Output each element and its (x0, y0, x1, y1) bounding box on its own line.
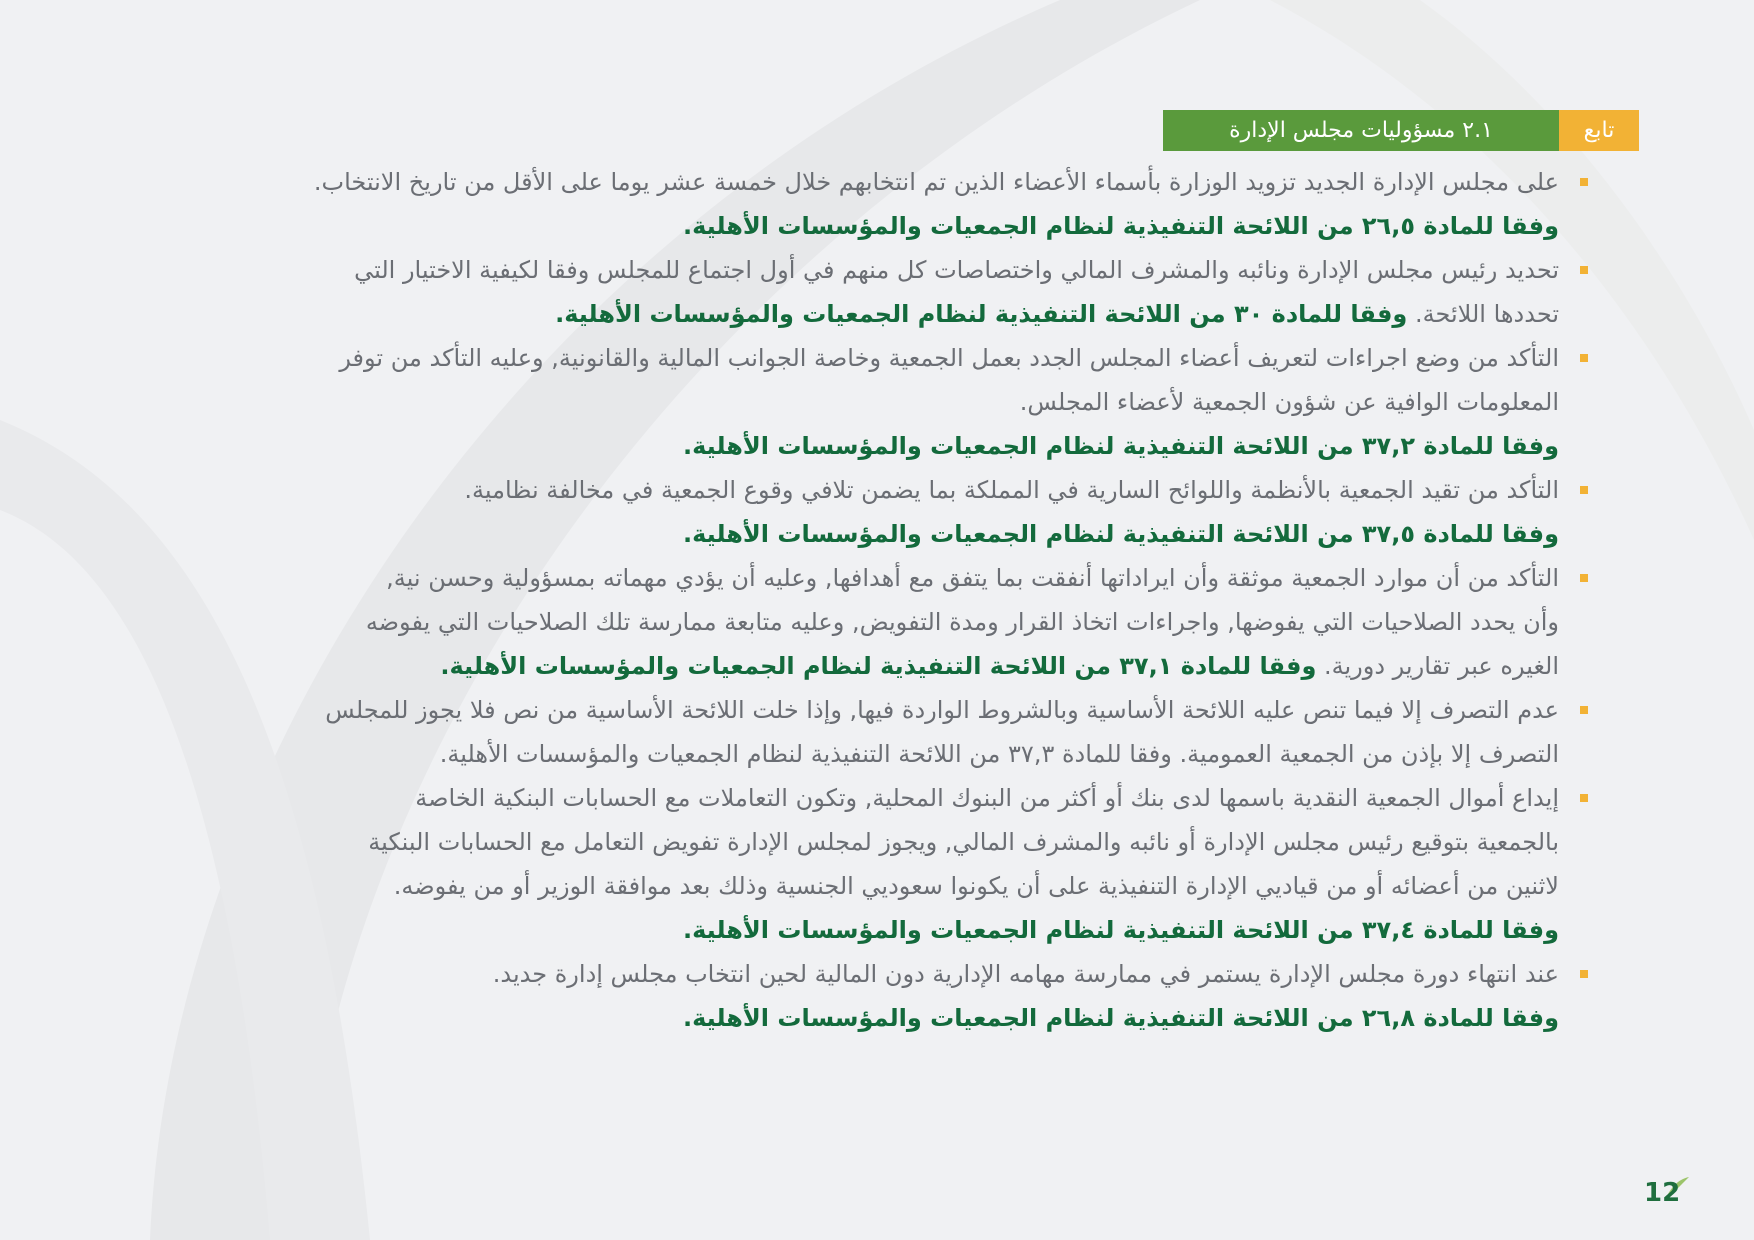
item-line: عدم التصرف إلا فيما تنص عليه اللائحة الأساسية وبالشروط الواردة فيها, وإذا خلت اللائحة الأساسية من نص فلا يجوز للمجلس (325, 696, 1559, 724)
list-item (155, 776, 1595, 952)
item-line: تحديد رئيس مجلس الإدارة ونائبه والمشرف المالي واختصاصات كل منهم في أول اجتماع للمجلس وفقا لكيفية الاختيار التي (354, 256, 1559, 284)
item-line: التصرف إلا بإذن من الجمعية العمومية. وفقا للمادة ٣٧,٣ من اللائحة التنفيذية لنظام الجمعيات والمؤسسات الأهلية. (439, 740, 1559, 768)
regulation-reference: وفقا للمادة ٣٧,٥ من اللائحة التنفيذية لنظام الجمعيات والمؤسسات الأهلية. (682, 520, 1559, 548)
regulation-reference: وفقا للمادة ٣٧,١ من اللائحة التنفيذية لنظام الجمعيات والمؤسسات الأهلية. (440, 652, 1317, 680)
item-line (155, 908, 1559, 952)
list-item (155, 248, 1595, 336)
item-line: تحددها اللائحة. وفقا للمادة ٣٠ من اللائحة التنفيذية لنظام الجمعيات والمؤسسات الأهلية. (555, 300, 1559, 328)
page-number: 12 (1644, 1178, 1681, 1208)
bullet-icon (1580, 178, 1588, 186)
bullet-icon (1580, 574, 1588, 582)
item-line: عند انتهاء دورة مجلس الإدارة يستمر في ممارسة مهامه الإدارية دون المالية لحين انتخاب مجلس إدارة جديد. (492, 960, 1559, 988)
item-line: لاثنين من أعضائه أو من قياديي الإدارة التنفيذية على أن يكونوا سعوديي الجنسية وذلك بعد موافقة الوزير أو من يفوضه. (393, 872, 1559, 900)
list-item (155, 160, 1595, 248)
continued-tag: تابع (1559, 110, 1639, 151)
regulation-reference: وفقا للمادة ٣٧,٢ من اللائحة التنفيذية لنظام الجمعيات والمؤسسات الأهلية. (682, 432, 1559, 460)
list-item (155, 336, 1595, 468)
item-line: على مجلس الإدارة الجديد تزويد الوزارة بأسماء الأعضاء الذين تم انتخابهم خلال خمسة عشر يوما على الأقل من تاريخ الانتخاب. (313, 168, 1559, 196)
item-line: التأكد من وضع اجراءات لتعريف أعضاء المجلس الجدد بعمل الجمعية وخاصة الجوانب المالية والقانونية, وعليه التأكد من توفر (339, 344, 1559, 372)
bullet-icon (1580, 486, 1588, 494)
item-line: الغيره عبر تقارير دورية. وفقا للمادة ٣٧,١ من اللائحة التنفيذية لنظام الجمعيات والمؤسسات الأهلية. (440, 652, 1559, 680)
item-line (155, 204, 1559, 248)
list-item (155, 688, 1595, 776)
bullet-icon (1580, 794, 1588, 802)
bullet-icon (1580, 354, 1588, 362)
section-title: ٢.١ مسؤوليات مجلس الإدارة (1163, 110, 1559, 151)
regulation-reference: وفقا للمادة ٢٦,٨ من اللائحة التنفيذية لنظام الجمعيات والمؤسسات الأهلية. (682, 1004, 1559, 1032)
item-line: المعلومات الوافية عن شؤون الجمعية لأعضاء المجلس. (1019, 388, 1559, 416)
section-header (1163, 110, 1639, 151)
item-line: التأكد من أن موارد الجمعية موثقة وأن ايراداتها أنفقت بما يتفق مع أهدافها, وعليه أن يؤدي مهماته بمسؤولية وحسن نية, (386, 564, 1559, 592)
regulation-reference: وفقا للمادة ٣٠ من اللائحة التنفيذية لنظام الجمعيات والمؤسسات الأهلية. (555, 300, 1408, 328)
item-line: إيداع أموال الجمعية النقدية باسمها لدى بنك أو أكثر من البنوك المحلية, وتكون التعاملات مع الحسابات البنكية الخاصة (415, 784, 1559, 812)
list-item (155, 468, 1595, 556)
bullet-icon (1580, 706, 1588, 714)
item-line: وأن يحدد الصلاحيات التي يفوضها, واجراءات اتخاذ القرار ومدة التفويض, وعليه متابعة ممارسة تلك الصلاحيات التي يفوضه (365, 608, 1559, 636)
list-item (155, 556, 1595, 688)
item-line: التأكد من تقيد الجمعية بالأنظمة واللوائح السارية في المملكة بما يضمن تلافي وقوع الجمعية في مخالفة نظامية. (464, 476, 1559, 504)
responsibilities-list (155, 160, 1595, 1040)
list-item (155, 952, 1595, 1040)
regulation-reference: وفقا للمادة ٢٦,٥ من اللائحة التنفيذية لنظام الجمعيات والمؤسسات الأهلية. (682, 212, 1559, 240)
item-line (155, 996, 1559, 1040)
item-line: بالجمعية بتوقيع رئيس مجلس الإدارة أو نائبه والمشرف المالي, ويجوز لمجلس الإدارة تفويض التعامل مع الحسابات البنكية (368, 828, 1559, 856)
item-line (155, 512, 1559, 556)
item-line (155, 424, 1559, 468)
bullet-icon (1580, 970, 1588, 978)
regulation-reference: وفقا للمادة ٣٧,٤ من اللائحة التنفيذية لنظام الجمعيات والمؤسسات الأهلية. (682, 916, 1559, 944)
bullet-icon (1580, 266, 1588, 274)
